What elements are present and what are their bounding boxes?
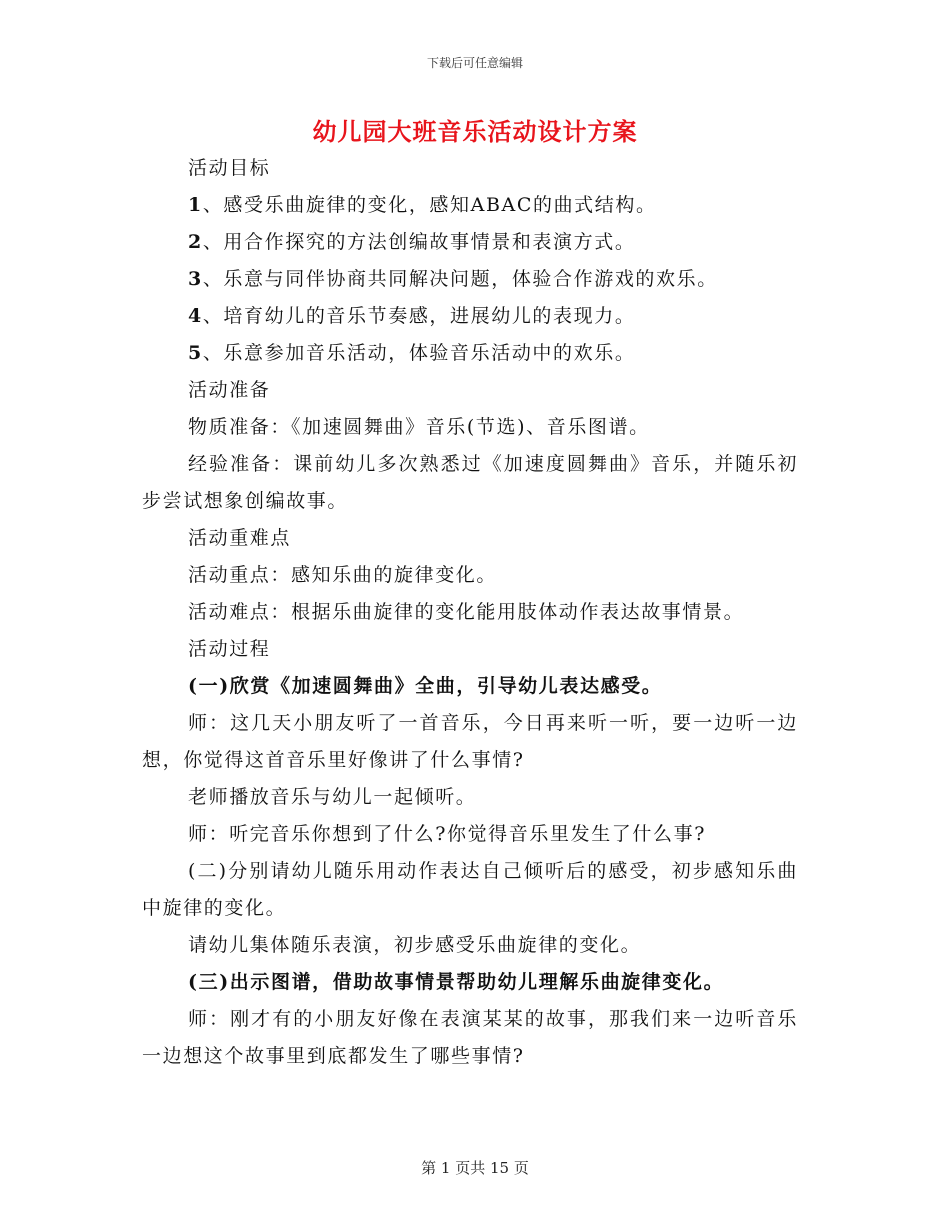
goal-number: 1 (188, 194, 203, 216)
goals-heading: 活动目标 (188, 157, 271, 179)
prep-material: 物质准备：《加速圆舞曲》音乐(节选)、音乐图谱。 (188, 416, 650, 438)
step1-heading: (一)欣赏《加速圆舞曲》全曲，引导幼儿表达感受。 (188, 675, 663, 697)
goal-number: 2 (188, 231, 203, 253)
step2-paragraph: 请幼儿集体随乐表演，初步感受乐曲旋律的变化。 (188, 934, 642, 956)
key-point: 活动重点：感知乐曲的旋律变化。 (188, 564, 498, 586)
goal-item (142, 187, 798, 224)
document-body (142, 150, 798, 1075)
step1-paragraph: 师：听完音乐你想到了什么?你觉得音乐里发生了什么事? (188, 823, 706, 845)
prep-experience: 经验准备：课前幼儿多次熟悉过《加速度圆舞曲》音乐，并随乐初步尝试想象创编故事。 (142, 453, 798, 512)
step1-paragraph: 师：这几天小朋友听了一首音乐，今日再来听一听，要一边听一边想，你觉得这首音乐里好像讲了什么事情? (142, 712, 798, 771)
goal-number: 3 (188, 268, 203, 290)
step2-heading: (二)分别请幼儿随乐用动作表达自己倾听后的感受，初步感知乐曲中旋律的变化。 (142, 860, 798, 919)
document-title: 幼儿园大班音乐活动设计方案 (312, 117, 638, 146)
step3-heading: (三)出示图谱，借助故事情景帮助幼儿理解乐曲旋律变化。 (188, 971, 725, 993)
prep-heading: 活动准备 (188, 379, 271, 401)
goal-text: 、感受乐曲旋律的变化，感知ABAC的曲式结构。 (202, 194, 657, 216)
goal-item (142, 261, 798, 298)
goal-text: 、乐意参加音乐活动，体验音乐活动中的欢乐。 (202, 342, 636, 364)
goal-text: 、培育幼儿的音乐节奏感，进展幼儿的表现力。 (202, 305, 636, 327)
header-note: 下载后可任意编辑 (426, 56, 523, 70)
goal-text: 、乐意与同伴协商共同解决问题，体验合作游戏的欢乐。 (202, 268, 718, 290)
step3-paragraph: 师：刚才有的小朋友好像在表演某某的故事，那我们来一边听音乐一边想这个故事里到底都发生了哪些事情? (142, 1008, 798, 1067)
process-heading: 活动过程 (188, 638, 271, 660)
difficult-point: 活动难点：根据乐曲旋律的变化能用肢体动作表达故事情景。 (188, 601, 745, 623)
goal-text: 、用合作探究的方法创编故事情景和表演方式。 (202, 231, 636, 253)
goal-number: 5 (188, 342, 203, 364)
goal-item (142, 224, 798, 261)
goal-item (142, 335, 798, 372)
page-footer: 第 1 页共 15 页 (421, 1159, 529, 1177)
goal-item (142, 298, 798, 335)
step1-paragraph: 老师播放音乐与幼儿一起倾听。 (188, 786, 477, 808)
key-heading: 活动重难点 (188, 527, 292, 549)
goal-number: 4 (188, 305, 203, 327)
